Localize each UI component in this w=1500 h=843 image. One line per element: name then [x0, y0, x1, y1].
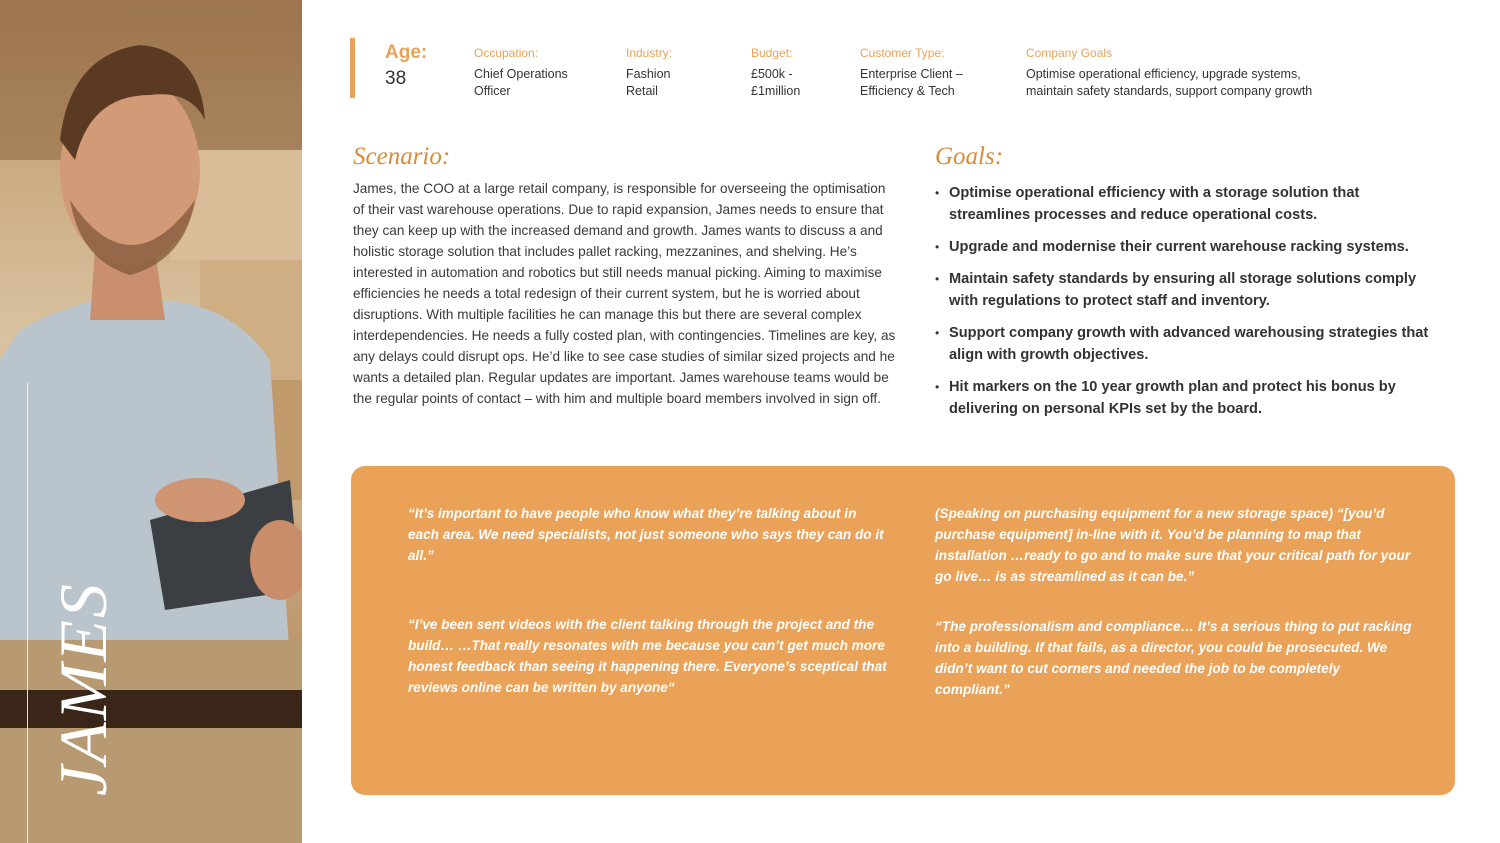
budget-label: Budget: [751, 46, 793, 60]
occupation-field [474, 45, 568, 100]
company-goals-label: Company Goals [1026, 46, 1113, 60]
quotes-panel [351, 466, 1455, 795]
company-goals-field [1026, 45, 1312, 100]
industry-value: Fashion Retail [626, 67, 671, 98]
age-value: 38 [385, 68, 407, 89]
accent-bar [350, 38, 355, 98]
persona-name: JAMES [45, 582, 121, 796]
budget-field [751, 45, 800, 100]
industry-field [626, 45, 672, 100]
occupation-label: Occupation: [474, 46, 539, 60]
goal-item: • Optimise operational efficiency with a storage solution that streamlines processes and reduce operational costs. [935, 182, 1435, 226]
goals-list [935, 182, 1435, 430]
decorative-line [27, 383, 28, 843]
goal-item: • Upgrade and modernise their current warehouse racking systems. [935, 236, 1435, 258]
quote-3: “I’ve been sent videos with the client talking through the project and the build… …That really resonates with me because you can’t get much more honest feedback than seeing it happening there. Everyone’s sceptical that reviews online can be written by anyone“ [408, 617, 887, 695]
goal-item: • Hit markers on the 10 year growth plan and protect his bonus by delivering on personal KPIs set by the board. [935, 376, 1435, 420]
goal-item: • Support company growth with advanced warehousing strategies that align with growth objectives. [935, 322, 1435, 366]
quote-1: “It’s important to have people who know what they’re talking about in each area. We need specialists, not just someone who says they can do it all.” [408, 506, 884, 563]
customer-type-field [860, 45, 963, 100]
age-label: Age: [385, 42, 428, 63]
quote-2: (Speaking on purchasing equipment for a new storage space) “[you’d purchase equipment] in-line with it. You’d be planning to map that installation …ready to go and to make sure that your critical path for your go live… is as streamlined as it can be.” [935, 506, 1411, 584]
goal-item: • Maintain safety standards by ensuring all storage solutions comply with regulations to protect staff and inventory. [935, 268, 1435, 312]
company-goals-value: Optimise operational efficiency, upgrade systems, maintain safety standards, support company growth [1026, 67, 1313, 98]
customer-type-label: Customer Type: [860, 46, 945, 60]
quote-4: “The professionalism and compliance… It’s a serious thing to put racking into a building. If that fails, as a director, you could be prosecuted. We didn’t want to cut corners and needed the job to be completely compliant.” [935, 619, 1412, 697]
customer-type-value: Enterprise Client – Efficiency & Tech [860, 67, 963, 98]
industry-label: Industry: [626, 46, 673, 60]
goals-heading: Goals: [935, 143, 1004, 170]
scenario-text: James, the COO at a large retail company, is responsible for overseeing the optimisation of their vast warehouse operations. Due to rapid expansion, James needs to ensure that they can keep up with the increased demand and growth. James wants to discuss a and holistic storage solution that includes pallet racking, mezzanines, and shelving. He’s interested in automation and robotics but still needs manual picking. Aiming to maximise efficiencies he needs a total redesign of their current system, but he is worried about disruptions. With multiple facilities he can manage this but there are several complex interdependencies. He needs a fully costed plan, with contingencies. Timelines are key, as any delays could disrupt ops. He’d like to see case studies of similar sized projects and he wants a detailed plan. Regular updates are important. James warehouse teams would be the regular points of contact – with him and multiple board members involved in sign off. [353, 181, 896, 406]
budget-value: £500k - £1million [751, 67, 801, 98]
occupation-value: Chief Operations Officer [474, 67, 568, 98]
scenario-heading: Scenario: [353, 143, 451, 170]
persona-photo [0, 0, 302, 843]
